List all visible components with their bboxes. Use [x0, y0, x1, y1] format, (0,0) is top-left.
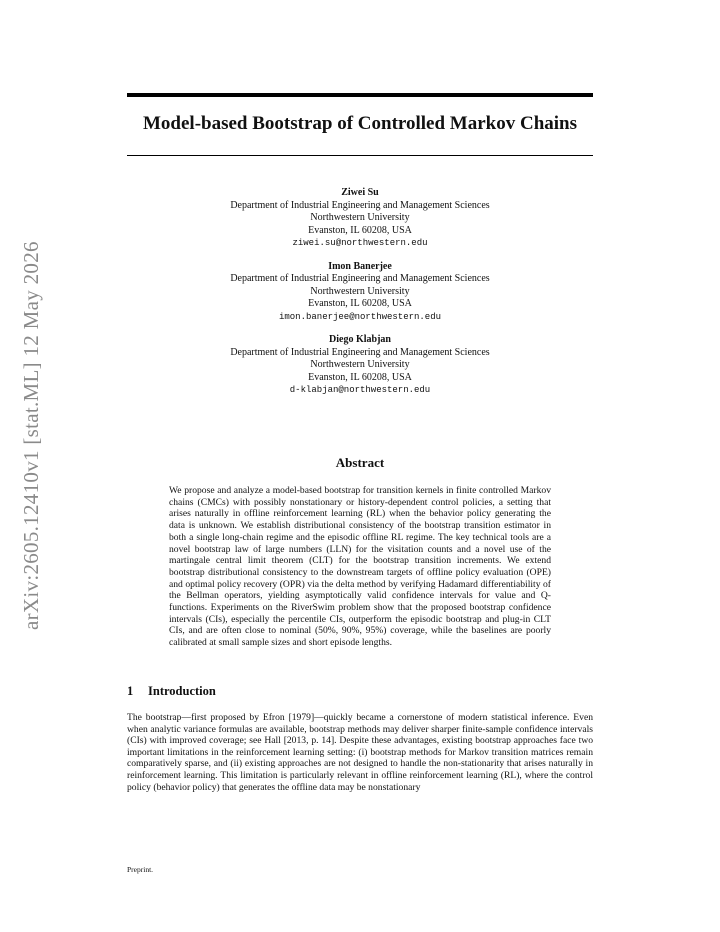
- author-department: Department of Industrial Engineering and Management Sciences: [230, 346, 490, 358]
- abstract-heading: Abstract: [335, 455, 385, 470]
- arxiv-sidebar: [19, 241, 49, 660]
- section-number: 1: [127, 684, 134, 698]
- author-2: [127, 261, 593, 324]
- author-1: [127, 187, 593, 250]
- arxiv-identifier: arXiv:2605.12410v1 [stat.ML] 12 May 2026: [19, 241, 43, 630]
- author-university: Northwestern University: [310, 212, 410, 223]
- section-title: Introduction: [148, 684, 216, 698]
- author-university: Northwestern University: [310, 285, 410, 297]
- abstract-body: [169, 485, 551, 649]
- author-university: Northwestern University: [310, 359, 410, 370]
- footer-note: Preprint.: [127, 865, 154, 874]
- author-email[interactable]: imon.banerjee@northwestern.edu: [278, 311, 442, 322]
- introduction-text: The bootstrap—first proposed by Efron [1979]—quickly became a cornerstone of modern statistical inference. Even when analytic variance formulas are available, bootstrap methods may deliver sharper finite-sample confidence intervals (CIs) with improved coverage; see Hall [2013, p. 14]. Despite these advantages, existing bootstrap approaches face two important limitations in the reinforcement learning setting: (i) bootstrap methods for Markov transition matrices remain comparatively sparse, and (ii) existing approaches are not designed to handle the non-stationarity that arises naturally in reinforcement learning. This limitation is particularly relevant in offline reinforcement learning (RL), where the control policy (behavior policy) that generates the offline data may be nonstationary: [127, 712, 593, 793]
- section-heading: [127, 684, 216, 699]
- author-email[interactable]: ziwei.su@northwestern.edu: [292, 238, 428, 248]
- author-location: Evanston, IL 60208, USA: [308, 371, 412, 383]
- introduction-body: [127, 712, 593, 793]
- author-3: [127, 334, 593, 397]
- author-email[interactable]: d-klabjan@northwestern.edu: [289, 385, 431, 395]
- author-block: [127, 187, 593, 408]
- author-name: Ziwei Su: [341, 187, 379, 198]
- paper-title: Model-based Bootstrap of Controlled Markov Chains: [142, 113, 578, 134]
- author-location: Evanston, IL 60208, USA: [308, 298, 412, 309]
- abstract-text: We propose and analyze a model-based bootstrap for transition kernels in finite controlled Markov chains (CMCs) with possibly nonstationary or history-dependent control policies, a setting that arises naturally in offline reinforcement learning (RL) when the behavior policy generating the data is unknown. We establish distributional consistency of the bootstrap transition estimator in both a single long-chain regime and the episodic offline RL regime. The key technical tools are a novel bootstrap law of large numbers (LLN) for the visitation counts and a novel use of the martingale central limit theorem (CLT) for the bootstrap transition increments. We extend bootstrap distributional consistency to the downstream targets of offline policy evaluation (OPE) and optimal policy recovery (OPR) via the delta method by verifying Hadamard differentiability of the Bellman operators, yielding asymptotically valid confidence intervals for value and Q-functions. Experiments on the RiverSwim problem show that the proposed bootstrap confidence intervals (CIs), especially the percentile CIs, outperform the episodic bootstrap and plug-in CLT CIs, and are often close to nominal (50%, 90%, 95%) coverage, while the baselines are poorly calibrated at small sample sizes and short episode lengths.: [169, 485, 551, 649]
- author-location: Evanston, IL 60208, USA: [308, 224, 412, 236]
- title-top-rule: [127, 93, 593, 97]
- author-name: Diego Klabjan: [329, 334, 391, 345]
- author-department: Department of Industrial Engineering and Management Sciences: [230, 273, 490, 284]
- title-bottom-rule: [127, 155, 593, 156]
- author-name: Imon Banerjee: [328, 260, 392, 272]
- author-department: Department of Industrial Engineering and Management Sciences: [230, 199, 490, 211]
